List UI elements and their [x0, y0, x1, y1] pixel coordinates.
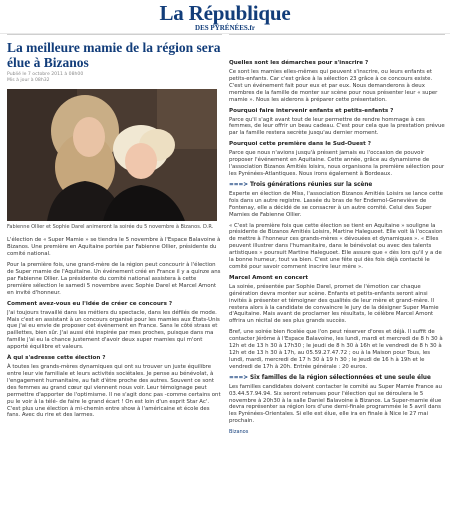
- arrow-icon: ===>: [229, 374, 249, 381]
- article-paragraph: Parce qu'il s'agit avant tout de leur permettre de rendre hommage à ces femmes, de leur offrir un beau cadeau. C'est pour cela que la prestation prévue par la famille restera secrète jusqu'au dernier moment.: [229, 116, 445, 137]
- article-headline: La meilleure mamie de la région sera élue à Bizanos: [7, 40, 221, 70]
- section-heading: [229, 182, 445, 189]
- interview-question: Quelles sont les démarches pour s'inscrire ?: [229, 60, 369, 66]
- article-left-column: [7, 34, 222, 512]
- divider: [7, 34, 222, 35]
- article-right-column: [229, 34, 445, 512]
- site-logo[interactable]: La République: [159, 1, 291, 25]
- interview-question: Pourquoi cette première dans le Sud-Ouest ?: [229, 141, 371, 148]
- site-subtitle: DES PYRÉNÉES.fr: [195, 24, 255, 32]
- article-paragraph: Les familles candidates doivent contacter le comité au Super Mamie France au 03.44.57.94.94. Six seront retenues pour l'élection qui se déroulera le 5 novembre à 20h30 à la salle Daniel Balavoine à Bizanos. La Super-mamie élue devra représenter sa région lors d'une demi-finale programmée le 5 avril dans les Pyrénées-Orientales. Si elle est élue, elle ira en finale à Nice le 27 mai prochain.: [229, 383, 442, 425]
- interview-question: À qui s'adresse cette élection ?: [7, 355, 106, 362]
- update-date: Mis à jour à 08h32: [7, 78, 50, 83]
- publish-date: Publié le 7 octobre 2011 à 08h00: [7, 72, 84, 77]
- divider: [229, 34, 445, 35]
- section-title: Trois générations réunies sur la scène: [250, 181, 373, 188]
- arrow-icon: ===>: [229, 181, 249, 188]
- article-paragraph: Pour la première fois, une grand-mère de la région peut concourir à l'élection de Super mamie de l'Aquitaine. Un événement créé en France il y a quinze ans par Fabienne Ollier. La présidente du comité national assistera à cette première sélection le samedi 5 novembre avec Sophie Darel et Marcel Amont en invité d'honneur.: [7, 262, 221, 296]
- interview-question: Pourquoi faire intervenir enfants et petits-enfants ?: [229, 107, 394, 114]
- section-heading: [229, 375, 445, 382]
- interview-question: Comment avez-vous eu l'idée de créer ce concours ?: [7, 300, 173, 307]
- tag-link[interactable]: Bizanos: [229, 429, 249, 436]
- article-paragraph: « C'est la première fois que cette élection se tient en Aquitaine » souligne la présidente de Bizanos Amitiés Loisirs, Martine Haleguoet. Elle voit là l'occasion de mettre à l'honneur ces grands-mères « dévouées et dynamiques ». « Elles peuvent illustrer dans l'humanitaire, dans le bénévolat ou avec des talents artistiques » poursuit Martine Haleguoet. Elle assure que « dès lors qu'il y a de la bonne humeur, tout va bien. C'est une fête qui dès fois déjà contacté le comité pour savoir comment inscrire leur mère ».: [229, 222, 443, 270]
- article-paragraph: Ce sont les mamies elles-mêmes qui peuvent s'inscrire, ou leurs enfants et petits-enfants. Car c'est grâce à la sélection 23 grâce à ce concours existe. C'est un événement fait pour eux et par eux. Nous demanderons à deux membres de la famille de monter sur scène pour nous présenter leur « super mamie ». Nous les aiderons à préparer cette présentation.: [229, 69, 438, 103]
- article-paragraph: Experte en élection de Miss, l'association Bizanos Amitiés Loisirs se lance cette fois dans un autre registre. Lassée du bras de fer Endemol-Geneviève de Fontenay, elle a décidé de se consacrer à un autre comité. Celui des Super Mamies de Fabienne Ollier.: [229, 190, 443, 218]
- article-photo: [7, 89, 217, 221]
- section-title: Six familles de la région sélectionnées et une seule élue: [250, 374, 431, 381]
- photo-illustration: [7, 89, 217, 221]
- article-paragraph: Bref, une soirée bien ficelée que l'on peut réserver d'ores et déjà. Il suffit de contacter Jérôme à l'Espace Balavoine, les lundi, mardi et mercredi de 8 h 30 à 12h et de 13 h 30 à 17h30 ; le jeudi de 8 h 30 à 16h et le vendredi de 8 h 30 à 12h et de 13 h 30 à 17h, au 05.59.27.47.72 ; ou à la Maison pour Tous, les lundi, mardi, mercredi de 17 h 30 à 19 h 30 ; le jeudi de 16 h à 19h et le vendredi de 17h à 20h. Entrée générale : 20 euros.: [229, 329, 443, 370]
- photo-caption: Fabienne Ollier et Sophie Darel animeront la soirée du 5 novembre à Bizanos. D.R.: [7, 224, 214, 230]
- article-paragraph: J'ai toujours travaillé dans les métiers du spectacle, dans les défilés de mode. Mais c'est en assistant à un concours organisé pour les mamies aux États-Unis que j'ai eu envie de proposer cet événement en France. Sans le côté strass et paillettes, bien sûr. J'ai aussi été inspirée par mes proches, puisque dans ma famille j'ai eu la chance justement d'avoir deux super mamies qui m'ont apporté équilibre et valeurs.: [7, 309, 220, 351]
- article-paragraph: La soirée, présentée par Sophie Darel, promet de l'émotion car chaque génération devra monter sur scène. Enfants et petits-enfants seront ainsi invités à présenter et témoigner des qualités de leur mère et grand-mère. Il restera alors à la candidate de convaincre le jury de la désigner Super Mamie d'Aquitaine. Mais avant de proclamer les résultats, le célèbre Marcel Amont offrira un récital de ses plus grands succès.: [229, 283, 439, 325]
- article-lead: L'élection de « Super Mamie » se tiendra le 5 novembre à l'Espace Balavoine à Bizanos. Une première en Aquitaine portée par Fabienne Ollier, présidente du comité national.: [7, 237, 221, 258]
- article-paragraph: Parce que nous n'avions jusqu'à présent jamais eu l'occasion de pouvoir proposer l'événement en Aquitaine. Cette année, grâce au dynamisme de l'association Bizanos Amitiés loisirs, nous organisons la première sélection pour les Pyrénées-Atlantiques. Nous irons également à Bordeaux.: [229, 150, 445, 177]
- article-paragraph: À toutes les grands-mères dynamiques qui ont su trouver un juste équilibre entre leur vie familiale et leurs activités sociétales. Je pense au bénévolat, à l'engagement humanitaire, au fait d'être proche des autres. Souvent ce sont des femmes au grand cœur qui viennent nous voir. Leur témoignage peut permettre d'apporter de l'optimisme. Il ne s'agit donc pas -comme certains ont pu le voir à la télé- de faire le grand écart ! On est loin d'un esprit Star Ac'. C'est plus une élection à mi-chemin entre show à l'américaine et école des fans. Avec du rire et des larmes.: [7, 364, 221, 419]
- site-masthead[interactable]: [0, 0, 450, 34]
- subheading: Marcel Amont en concert: [229, 274, 309, 281]
